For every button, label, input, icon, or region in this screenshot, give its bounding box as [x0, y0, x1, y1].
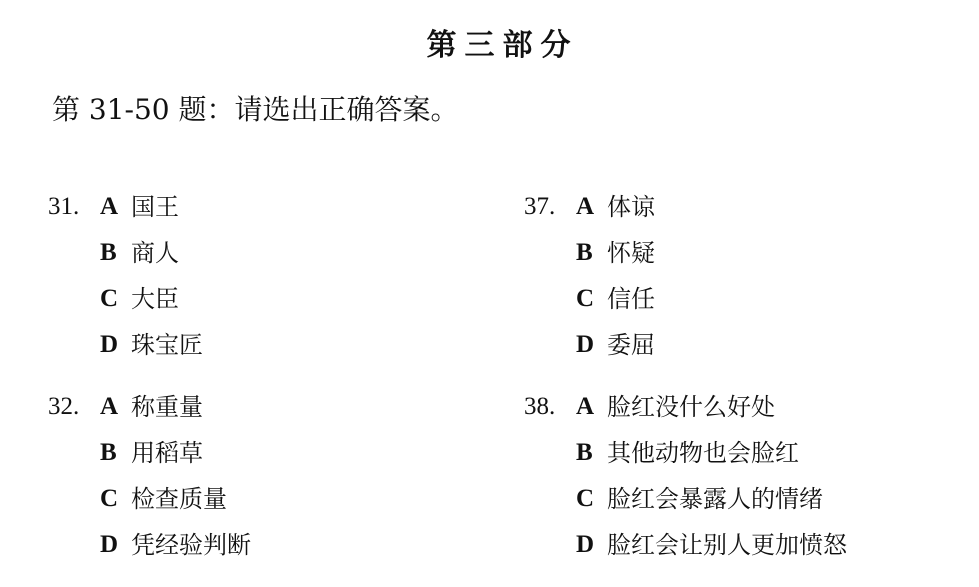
- option-letter: D: [100, 331, 119, 358]
- option-text: 其他动物也会脸红: [607, 439, 799, 467]
- option-a[interactable]: [576, 392, 775, 422]
- option-letter: C: [576, 285, 595, 312]
- question-number: 37.: [524, 193, 556, 220]
- instructions: 第 31-50 题：请选出正确答案。: [52, 93, 459, 126]
- option-letter: C: [576, 485, 595, 512]
- option-letter: A: [100, 193, 119, 220]
- option-letter: C: [100, 485, 119, 512]
- option-b[interactable]: [576, 438, 799, 468]
- option-text: 珠宝匠: [131, 331, 203, 359]
- option-letter: B: [576, 239, 593, 266]
- option-text: 脸红会暴露人的情绪: [607, 485, 823, 513]
- option-text: 检查质量: [131, 485, 227, 513]
- option-b[interactable]: [100, 238, 179, 268]
- option-c[interactable]: [576, 284, 655, 314]
- option-d[interactable]: [576, 530, 847, 560]
- option-a[interactable]: [576, 192, 655, 222]
- option-letter: B: [576, 439, 593, 466]
- option-text: 委屈: [607, 331, 655, 359]
- option-text: 大臣: [131, 285, 179, 313]
- option-d[interactable]: [100, 530, 251, 560]
- option-text: 体谅: [607, 193, 655, 221]
- option-text: 称重量: [131, 393, 203, 421]
- option-letter: A: [100, 393, 119, 420]
- option-text: 用稻草: [131, 439, 203, 467]
- option-d[interactable]: [100, 330, 203, 360]
- option-letter: B: [100, 239, 117, 266]
- option-text: 脸红会让别人更加愤怒: [607, 531, 847, 559]
- option-letter: D: [576, 331, 595, 358]
- option-b[interactable]: [100, 438, 203, 468]
- option-letter: B: [100, 439, 117, 466]
- option-c[interactable]: [576, 484, 823, 514]
- option-text: 信任: [607, 285, 655, 313]
- option-c[interactable]: [100, 484, 227, 514]
- option-letter: A: [576, 193, 595, 220]
- option-text: 脸红没什么好处: [607, 393, 775, 421]
- question-number: 32.: [48, 393, 80, 420]
- option-d[interactable]: [576, 330, 655, 360]
- option-text: 商人: [131, 239, 179, 267]
- question-number: 38.: [524, 393, 556, 420]
- option-text: 怀疑: [607, 239, 655, 267]
- option-letter: D: [100, 531, 119, 558]
- option-b[interactable]: [576, 238, 655, 268]
- option-a[interactable]: [100, 192, 179, 222]
- question-number: 31.: [48, 193, 80, 220]
- section-title: 第三部分: [426, 28, 579, 63]
- option-text: 国王: [131, 193, 179, 221]
- option-text: 凭经验判断: [131, 531, 251, 559]
- option-c[interactable]: [100, 284, 179, 314]
- option-a[interactable]: [100, 392, 203, 422]
- option-letter: D: [576, 531, 595, 558]
- option-letter: C: [100, 285, 119, 312]
- option-letter: A: [576, 393, 595, 420]
